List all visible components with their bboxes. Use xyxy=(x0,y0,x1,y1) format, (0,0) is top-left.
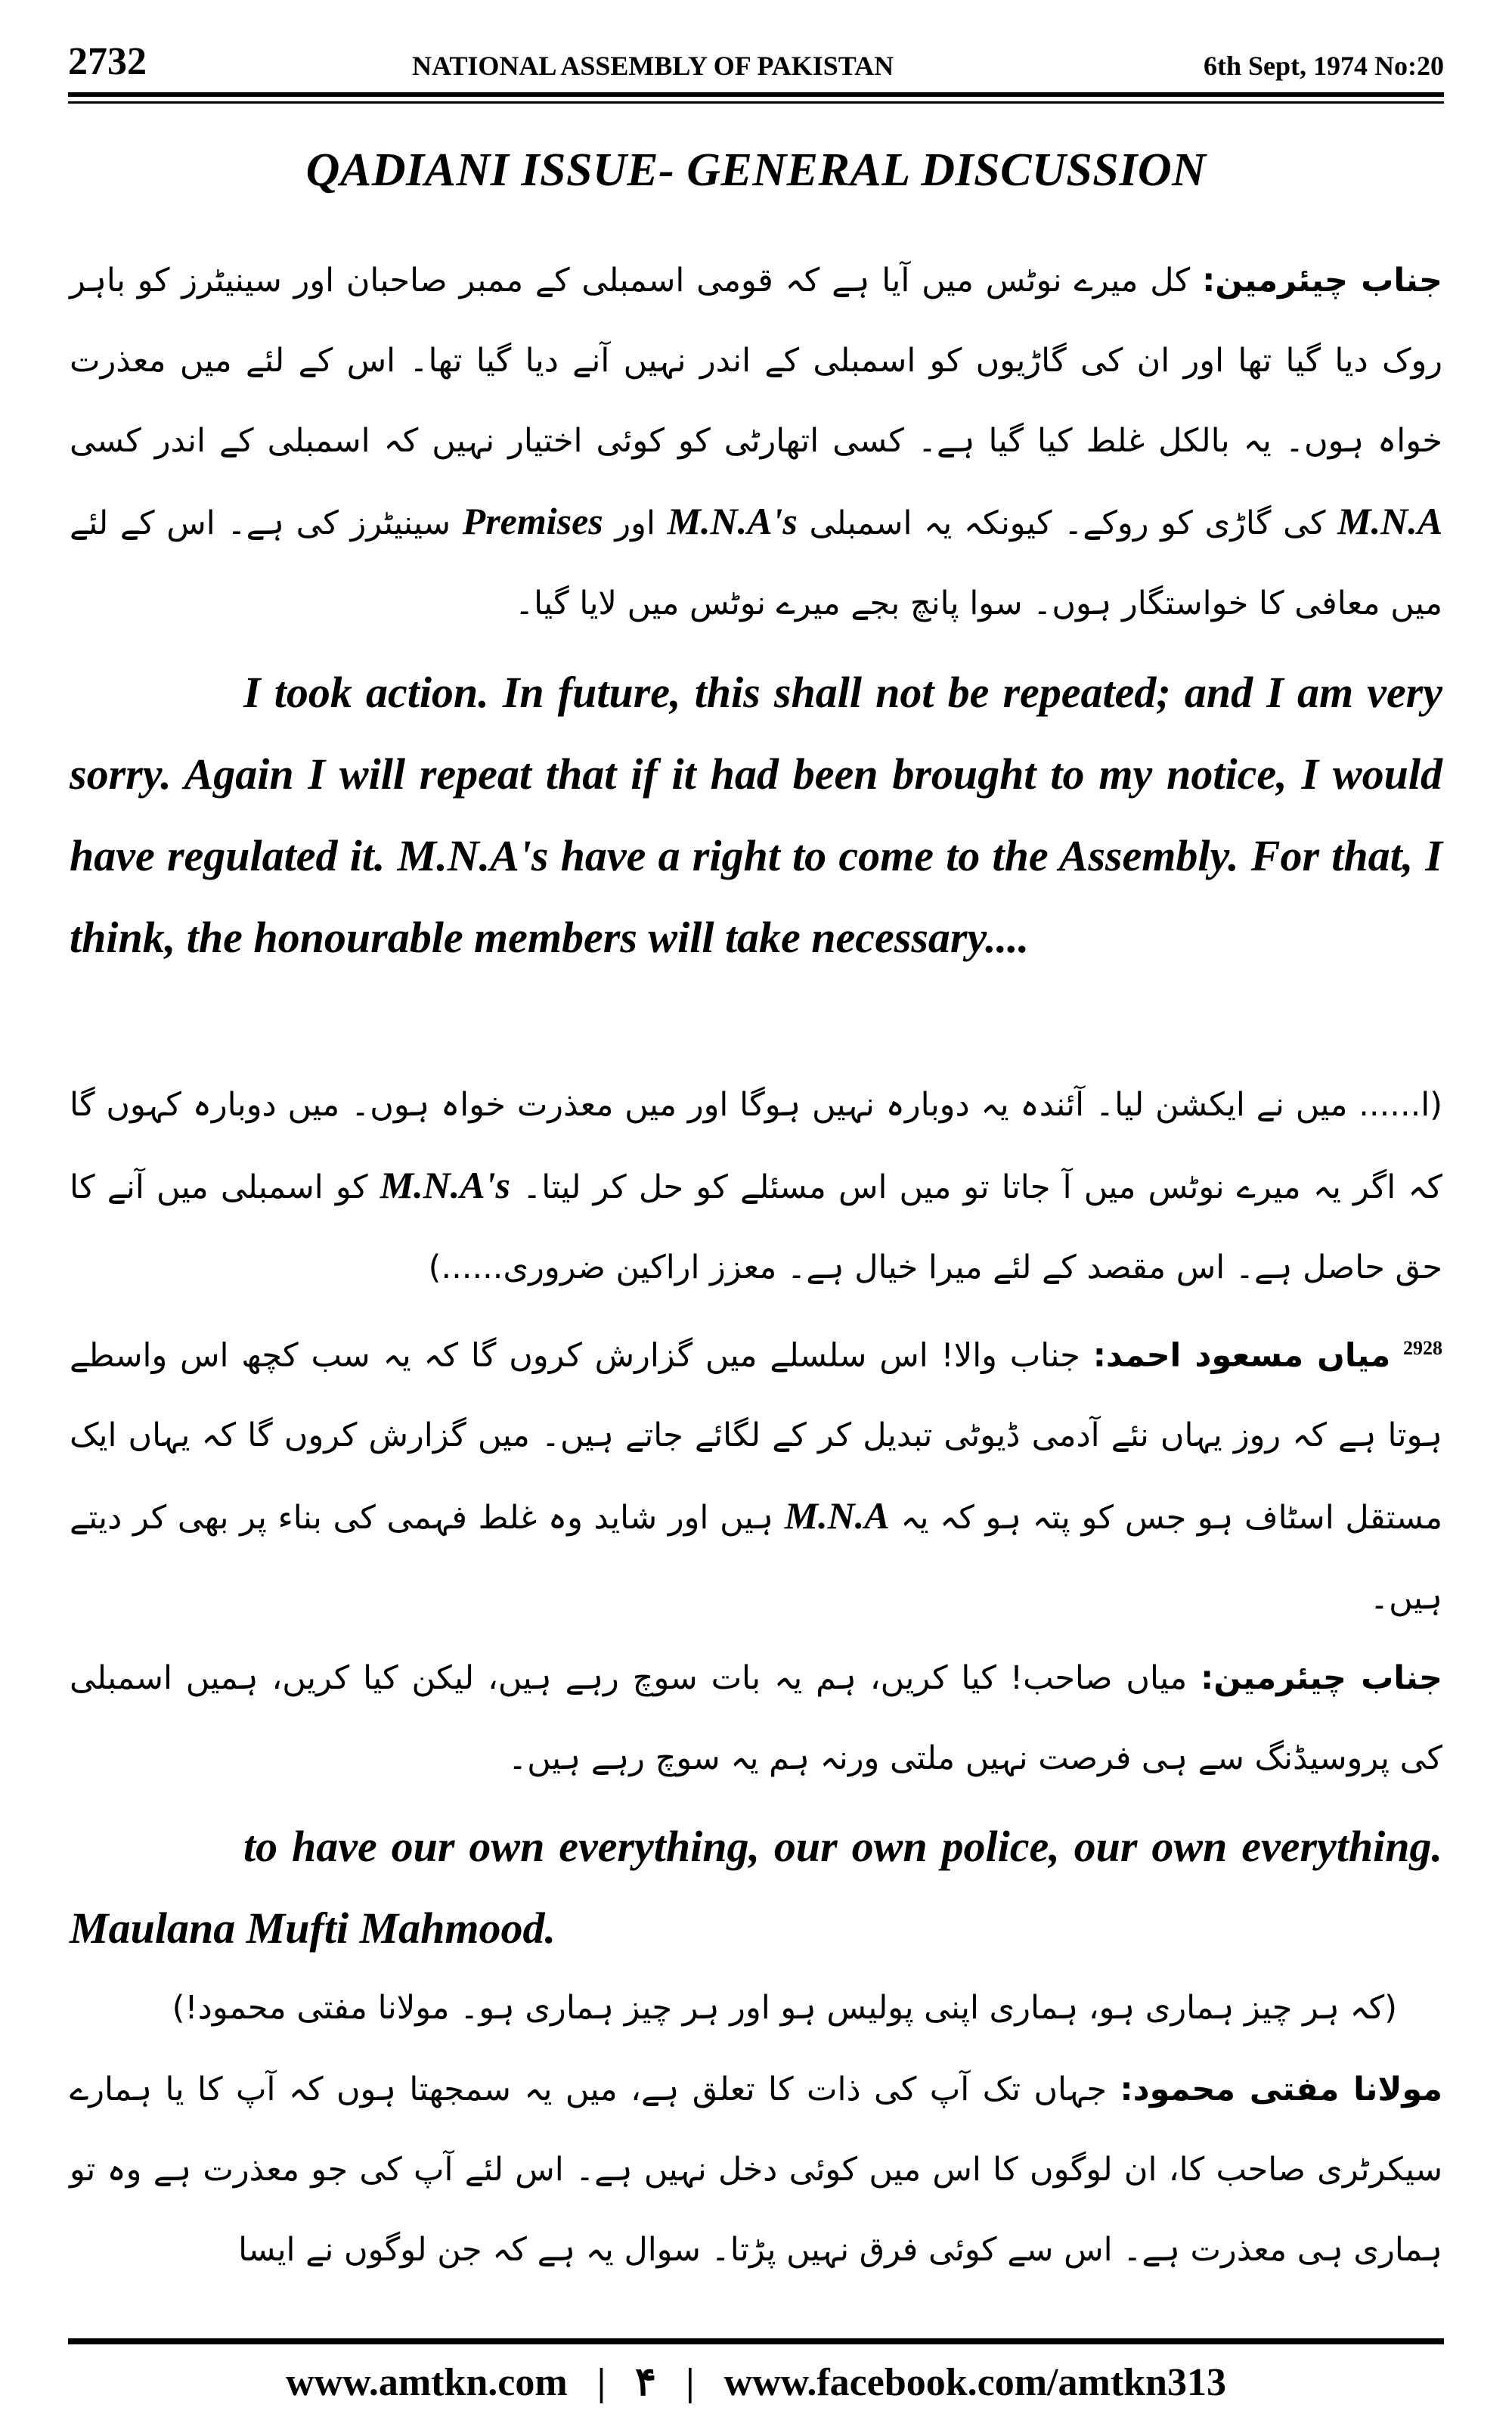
page-number: 2732 xyxy=(68,40,147,83)
statement-text: کی گاڑی کو روکے۔ کیونکہ یہ اسمبلی xyxy=(809,504,1326,542)
english-statement-2: to have our own everything, our own police, our own everything. Maulana Mufti Mahmood. xyxy=(70,1822,1442,1953)
statement-text: سینیٹرز کی ہے۔ اس کے لئے میں معافی کا خواستگار ہوں۔ سوا پانچ بجے میرے نوٹس میں لایا گیا۔ xyxy=(70,504,1442,622)
speaker-name: مولانا مفتی محمود: xyxy=(1120,2071,1443,2108)
page-header xyxy=(68,39,1444,85)
facebook-link[interactable]: www.facebook.com/amtkn313 xyxy=(723,2361,1226,2404)
page-title: QADIANI ISSUE- GENERAL DISCUSSION xyxy=(305,144,1207,196)
inline-latin: M.N.A's xyxy=(380,1164,510,1206)
urdu-translation-2: (کہ ہر چیز ہماری ہو، ہماری اپنی پولیس ہو اور ہر چیز ہماری ہو۔ مولانا مفتی محمود!) xyxy=(172,1989,1397,2027)
speaker-name: جناب چیئرمین: xyxy=(1201,1659,1443,1697)
assembly-name: NATIONAL ASSEMBLY OF PAKISTAN xyxy=(412,51,894,81)
footer-separator: | xyxy=(596,2361,606,2404)
footer-rule xyxy=(68,2338,1444,2344)
translation-text: کو اسمبلی میں آنے کا حق حاصل ہے۔ اس مقصد کے لئے میرا خیال ہے۔ معزز اراکین ضروری......) xyxy=(70,1168,1442,1286)
footer-separator: | xyxy=(686,2361,695,2404)
inline-latin: M.N.A xyxy=(784,1494,890,1537)
session-date: 6th Sept, 1974 No:20 xyxy=(1203,51,1444,81)
inline-latin: M.N.A xyxy=(1337,500,1443,542)
website-link[interactable]: www.amtkn.com xyxy=(286,2361,568,2404)
speaker-name: جناب چیئرمین: xyxy=(1202,262,1443,299)
statement-text: کل میرے نوٹس میں آیا ہے کہ قومی اسمبلی کے ممبر صاحبان اور سینیٹرز کو باہر روک دیا گیا تھا اور ان کی گاڑیوں کو اسمبلی کے اندر نہیں آنے دیا گیا تھا۔ اس کے لئے میں معذرت خواہ ہوں۔ یہ بالکل غلط کیا گیا ہے۔ کسی اتھارٹی کو کوئی اختیار نہیں کہ اسمبلی کے اندر کسی xyxy=(70,262,1442,460)
header-rule-thin xyxy=(68,101,1444,104)
statement-text: جناب والا! اس سلسلے میں گزارش کروں گا کہ یہ سب کچھ اس واسطے ہوتا ہے کہ روز یہاں نئے آدمی ڈیوٹی تبدیل کر کے لگائے جاتے ہیں۔ میں گزارش کروں گا کہ یہاں ایک مستقل اسٹاف ہو جس کو پتہ ہو کہ یہ xyxy=(70,1336,1443,1537)
statement-text: ہیں اور شاید وہ غلط فہمی کی بناء پر بھی کر دیتے ہیں۔ xyxy=(70,1499,1442,1618)
masood-ahmad-statement xyxy=(70,1308,1442,1638)
statement-text: میاں صاحب! کیا کریں، ہم یہ بات سوچ رہے ہیں، لیکن کیا کریں، ہمیں اسمبلی کی پروسیڈنگ سے ہی فرصت نہیں ملتی ورنہ ہم یہ سوچ رہے ہیں۔ xyxy=(70,1659,1442,1777)
footnote-marker: 2928 xyxy=(1403,1337,1443,1359)
statement-text: اور xyxy=(615,504,655,542)
statement-text: جہاں تک آپ کی ذات کا تعلق ہے، میں یہ سمجھتا ہوں کہ آپ کا یا ہمارے سیکرٹری صاحب کا، ان لوگوں کا اس میں کوئی دخل نہیں ہے۔ اس لئے آپ کی جو معذرت ہے وہ تو ہماری ہی معذرت ہے۔ اس سے کوئی فرق نہیں پڑتا۔ سوال یہ ہے کہ جن لوگوں نے ایسا xyxy=(70,2071,1442,2269)
mufti-mahmood-statement xyxy=(70,2049,1442,2290)
chairman-reply xyxy=(70,1638,1442,1798)
english-statement: I took action. In future, this shall not be repeated; and I am very sorry. Again I will repeat that if it had been brought to my notice, I would have regulated it. M.N.A's have a right to come to the Assembly. For that, I think, the honourable members will take necessary.... xyxy=(70,668,1442,962)
footer-page-marker: ۴ xyxy=(635,2361,657,2404)
inline-latin: M.N.A's xyxy=(667,500,798,542)
translation-text: (ا...... میں نے ایکشن لیا۔ آئندہ یہ دوبارہ نہیں ہوگا اور میں معذرت خواہ ہوں۔ میں دوبارہ کہوں گا کہ اگر یہ میرے نوٹس میں آ جاتا تو میں اس مسئلے کو حل کر لیتا۔ xyxy=(70,1086,1442,1206)
header-rule-thick xyxy=(68,92,1444,97)
page-footer xyxy=(0,2360,1512,2405)
speaker-name: میاں مسعود احمد: xyxy=(1092,1336,1391,1375)
inline-latin: Premises xyxy=(462,500,603,542)
urdu-translation xyxy=(70,1065,1442,1308)
chairman-statement xyxy=(70,240,1442,644)
